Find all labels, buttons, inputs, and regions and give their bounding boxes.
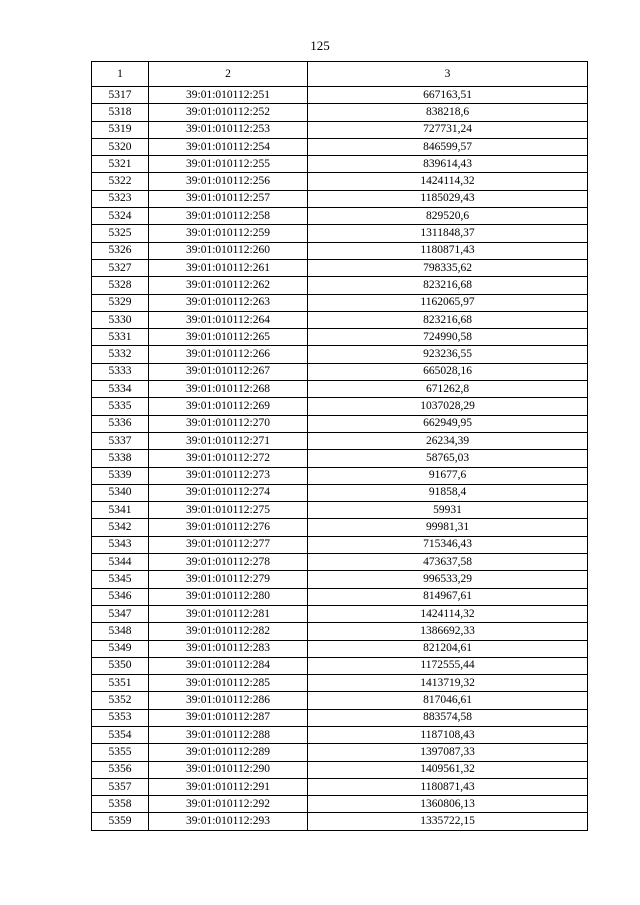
cadastral-value-cell: 667163,51 (308, 87, 588, 104)
cadastral-value-cell: 883574,58 (308, 709, 588, 726)
table-row (92, 415, 588, 432)
table-row (92, 329, 588, 346)
cadastral-number-cell: 39:01:010112:290 (149, 761, 308, 778)
header-cell-1: 1 (92, 62, 149, 87)
header-cell-3: 3 (308, 62, 588, 87)
cadastral-value-cell: 91677,6 (308, 467, 588, 484)
row-number-cell: 5322 (92, 173, 149, 190)
cadastral-number-cell: 39:01:010112:258 (149, 208, 308, 225)
table-row (92, 173, 588, 190)
row-number-cell: 5340 (92, 484, 149, 501)
cadastral-value-cell: 838218,6 (308, 104, 588, 121)
table-row (92, 761, 588, 778)
row-number-cell: 5356 (92, 761, 149, 778)
table-row (92, 259, 588, 276)
cadastral-number-cell: 39:01:010112:278 (149, 554, 308, 571)
table-row (92, 692, 588, 709)
cadastral-value-cell: 821204,61 (308, 640, 588, 657)
page-number: 125 (310, 38, 330, 53)
cadastral-value-cell: 1311848,37 (308, 225, 588, 242)
cadastral-value-cell: 814967,61 (308, 588, 588, 605)
cadastral-number-cell: 39:01:010112:271 (149, 432, 308, 449)
row-number-cell: 5330 (92, 311, 149, 328)
row-number-cell: 5336 (92, 415, 149, 432)
table-row (92, 432, 588, 449)
cadastral-value-cell: 1397087,33 (308, 744, 588, 761)
table-row (92, 381, 588, 398)
cadastral-value-cell: 1037028,29 (308, 398, 588, 415)
cadastral-number-cell: 39:01:010112:269 (149, 398, 308, 415)
cadastral-value-cell: 473637,58 (308, 554, 588, 571)
row-number-cell: 5319 (92, 121, 149, 138)
table-row (92, 398, 588, 415)
cadastral-number-cell: 39:01:010112:255 (149, 156, 308, 173)
table-row (92, 484, 588, 501)
cadastral-value-cell: 1360806,13 (308, 796, 588, 813)
row-number-cell: 5351 (92, 675, 149, 692)
row-number-cell: 5317 (92, 87, 149, 104)
cadastral-number-cell: 39:01:010112:287 (149, 709, 308, 726)
table-row (92, 588, 588, 605)
cadastral-value-cell: 996533,29 (308, 571, 588, 588)
row-number-cell: 5358 (92, 796, 149, 813)
row-number-cell: 5344 (92, 554, 149, 571)
cadastral-number-cell: 39:01:010112:263 (149, 294, 308, 311)
cadastral-value-cell: 823216,68 (308, 311, 588, 328)
row-number-cell: 5325 (92, 225, 149, 242)
cadastral-value-cell: 817046,61 (308, 692, 588, 709)
row-number-cell: 5331 (92, 329, 149, 346)
cadastral-value-cell: 715346,43 (308, 536, 588, 553)
table-row (92, 242, 588, 259)
cadastral-value-cell: 798335,62 (308, 259, 588, 276)
table-row (92, 640, 588, 657)
cadastral-number-cell: 39:01:010112:265 (149, 329, 308, 346)
row-number-cell: 5328 (92, 277, 149, 294)
cadastral-number-cell: 39:01:010112:252 (149, 104, 308, 121)
header-row (92, 62, 588, 87)
cadastral-value-cell: 839614,43 (308, 156, 588, 173)
table-row (92, 657, 588, 674)
cadastral-number-cell: 39:01:010112:282 (149, 623, 308, 640)
cadastral-number-cell: 39:01:010112:268 (149, 381, 308, 398)
table-row (92, 813, 588, 830)
cadastral-number-cell: 39:01:010112:277 (149, 536, 308, 553)
cadastral-number-cell: 39:01:010112:288 (149, 726, 308, 743)
row-number-cell: 5354 (92, 726, 149, 743)
table-row (92, 554, 588, 571)
cadastral-value-cell: 26234,39 (308, 432, 588, 449)
cadastral-number-cell: 39:01:010112:264 (149, 311, 308, 328)
cadastral-value-cell: 1180871,43 (308, 778, 588, 795)
table-row (92, 675, 588, 692)
cadastral-number-cell: 39:01:010112:281 (149, 605, 308, 622)
cadastral-value-cell: 1424114,32 (308, 605, 588, 622)
cadastral-number-cell: 39:01:010112:251 (149, 87, 308, 104)
table-row (92, 346, 588, 363)
row-number-cell: 5337 (92, 432, 149, 449)
cadastral-number-cell: 39:01:010112:284 (149, 657, 308, 674)
row-number-cell: 5335 (92, 398, 149, 415)
table-row (92, 571, 588, 588)
cadastral-value-cell: 923236,55 (308, 346, 588, 363)
row-number-cell: 5345 (92, 571, 149, 588)
table-row (92, 104, 588, 121)
row-number-cell: 5359 (92, 813, 149, 830)
row-number-cell: 5342 (92, 519, 149, 536)
header-cell-2: 2 (149, 62, 308, 87)
table-row (92, 536, 588, 553)
cadastral-value-cell: 1172555,44 (308, 657, 588, 674)
cadastral-number-cell: 39:01:010112:253 (149, 121, 308, 138)
cadastral-number-cell: 39:01:010112:254 (149, 138, 308, 155)
cadastral-value-cell: 1335722,15 (308, 813, 588, 830)
table-row (92, 796, 588, 813)
cadastral-value-cell: 1187108,43 (308, 726, 588, 743)
cadastral-value-cell: 1386692,33 (308, 623, 588, 640)
cadastral-value-cell: 724990,58 (308, 329, 588, 346)
row-number-cell: 5339 (92, 467, 149, 484)
row-number-cell: 5350 (92, 657, 149, 674)
cadastral-number-cell: 39:01:010112:283 (149, 640, 308, 657)
row-number-cell: 5321 (92, 156, 149, 173)
cadastral-value-cell: 823216,68 (308, 277, 588, 294)
row-number-cell: 5320 (92, 138, 149, 155)
cadastral-value-cell: 1180871,43 (308, 242, 588, 259)
cadastral-number-cell: 39:01:010112:276 (149, 519, 308, 536)
table-row (92, 138, 588, 155)
cadastral-number-cell: 39:01:010112:270 (149, 415, 308, 432)
table-row (92, 519, 588, 536)
table-row (92, 467, 588, 484)
cadastral-value-cell: 671262,8 (308, 381, 588, 398)
row-number-cell: 5323 (92, 190, 149, 207)
cadastral-value-cell: 1409561,32 (308, 761, 588, 778)
table-header (92, 62, 588, 87)
cadastral-value-cell: 1162065,97 (308, 294, 588, 311)
table-row (92, 190, 588, 207)
cadastral-number-cell: 39:01:010112:256 (149, 173, 308, 190)
cadastral-number-cell: 39:01:010112:280 (149, 588, 308, 605)
cadastral-value-table (91, 61, 588, 831)
cadastral-number-cell: 39:01:010112:260 (149, 242, 308, 259)
table-row (92, 87, 588, 104)
cadastral-value-cell: 91858,4 (308, 484, 588, 501)
table-row (92, 294, 588, 311)
cadastral-number-cell: 39:01:010112:274 (149, 484, 308, 501)
table-row (92, 156, 588, 173)
row-number-cell: 5352 (92, 692, 149, 709)
cadastral-number-cell: 39:01:010112:289 (149, 744, 308, 761)
table-row (92, 778, 588, 795)
cadastral-number-cell: 39:01:010112:262 (149, 277, 308, 294)
table-row (92, 311, 588, 328)
row-number-cell: 5329 (92, 294, 149, 311)
table-row (92, 277, 588, 294)
row-number-cell: 5353 (92, 709, 149, 726)
cadastral-number-cell: 39:01:010112:257 (149, 190, 308, 207)
cadastral-number-cell: 39:01:010112:273 (149, 467, 308, 484)
cadastral-number-cell: 39:01:010112:285 (149, 675, 308, 692)
row-number-cell: 5326 (92, 242, 149, 259)
row-number-cell: 5346 (92, 588, 149, 605)
cadastral-number-cell: 39:01:010112:272 (149, 450, 308, 467)
row-number-cell: 5324 (92, 208, 149, 225)
row-number-cell: 5338 (92, 450, 149, 467)
row-number-cell: 5334 (92, 381, 149, 398)
table-row (92, 208, 588, 225)
table-row (92, 709, 588, 726)
row-number-cell: 5349 (92, 640, 149, 657)
cadastral-number-cell: 39:01:010112:267 (149, 363, 308, 380)
row-number-cell: 5341 (92, 502, 149, 519)
table-row (92, 225, 588, 242)
table-row (92, 726, 588, 743)
cadastral-number-cell: 39:01:010112:275 (149, 502, 308, 519)
cadastral-value-cell: 665028,16 (308, 363, 588, 380)
row-number-cell: 5343 (92, 536, 149, 553)
table-row (92, 623, 588, 640)
cadastral-value-cell: 1424114,32 (308, 173, 588, 190)
cadastral-number-cell: 39:01:010112:293 (149, 813, 308, 830)
table-body (92, 87, 588, 831)
row-number-cell: 5333 (92, 363, 149, 380)
table-row (92, 744, 588, 761)
cadastral-number-cell: 39:01:010112:291 (149, 778, 308, 795)
cadastral-value-cell: 1185029,43 (308, 190, 588, 207)
table-row (92, 502, 588, 519)
cadastral-number-cell: 39:01:010112:286 (149, 692, 308, 709)
cadastral-value-cell: 99981,31 (308, 519, 588, 536)
cadastral-value-cell: 846599,57 (308, 138, 588, 155)
row-number-cell: 5348 (92, 623, 149, 640)
table-row (92, 121, 588, 138)
table-row (92, 605, 588, 622)
row-number-cell: 5332 (92, 346, 149, 363)
cadastral-number-cell: 39:01:010112:259 (149, 225, 308, 242)
row-number-cell: 5357 (92, 778, 149, 795)
cadastral-number-cell: 39:01:010112:261 (149, 259, 308, 276)
cadastral-value-cell: 829520,6 (308, 208, 588, 225)
table-row (92, 450, 588, 467)
cadastral-number-cell: 39:01:010112:266 (149, 346, 308, 363)
cadastral-value-cell: 662949,95 (308, 415, 588, 432)
row-number-cell: 5318 (92, 104, 149, 121)
row-number-cell: 5347 (92, 605, 149, 622)
cadastral-number-cell: 39:01:010112:279 (149, 571, 308, 588)
table-row (92, 363, 588, 380)
row-number-cell: 5327 (92, 259, 149, 276)
cadastral-value-cell: 1413719,32 (308, 675, 588, 692)
cadastral-value-cell: 727731,24 (308, 121, 588, 138)
row-number-cell: 5355 (92, 744, 149, 761)
cadastral-number-cell: 39:01:010112:292 (149, 796, 308, 813)
cadastral-value-cell: 59931 (308, 502, 588, 519)
cadastral-value-cell: 58765,03 (308, 450, 588, 467)
